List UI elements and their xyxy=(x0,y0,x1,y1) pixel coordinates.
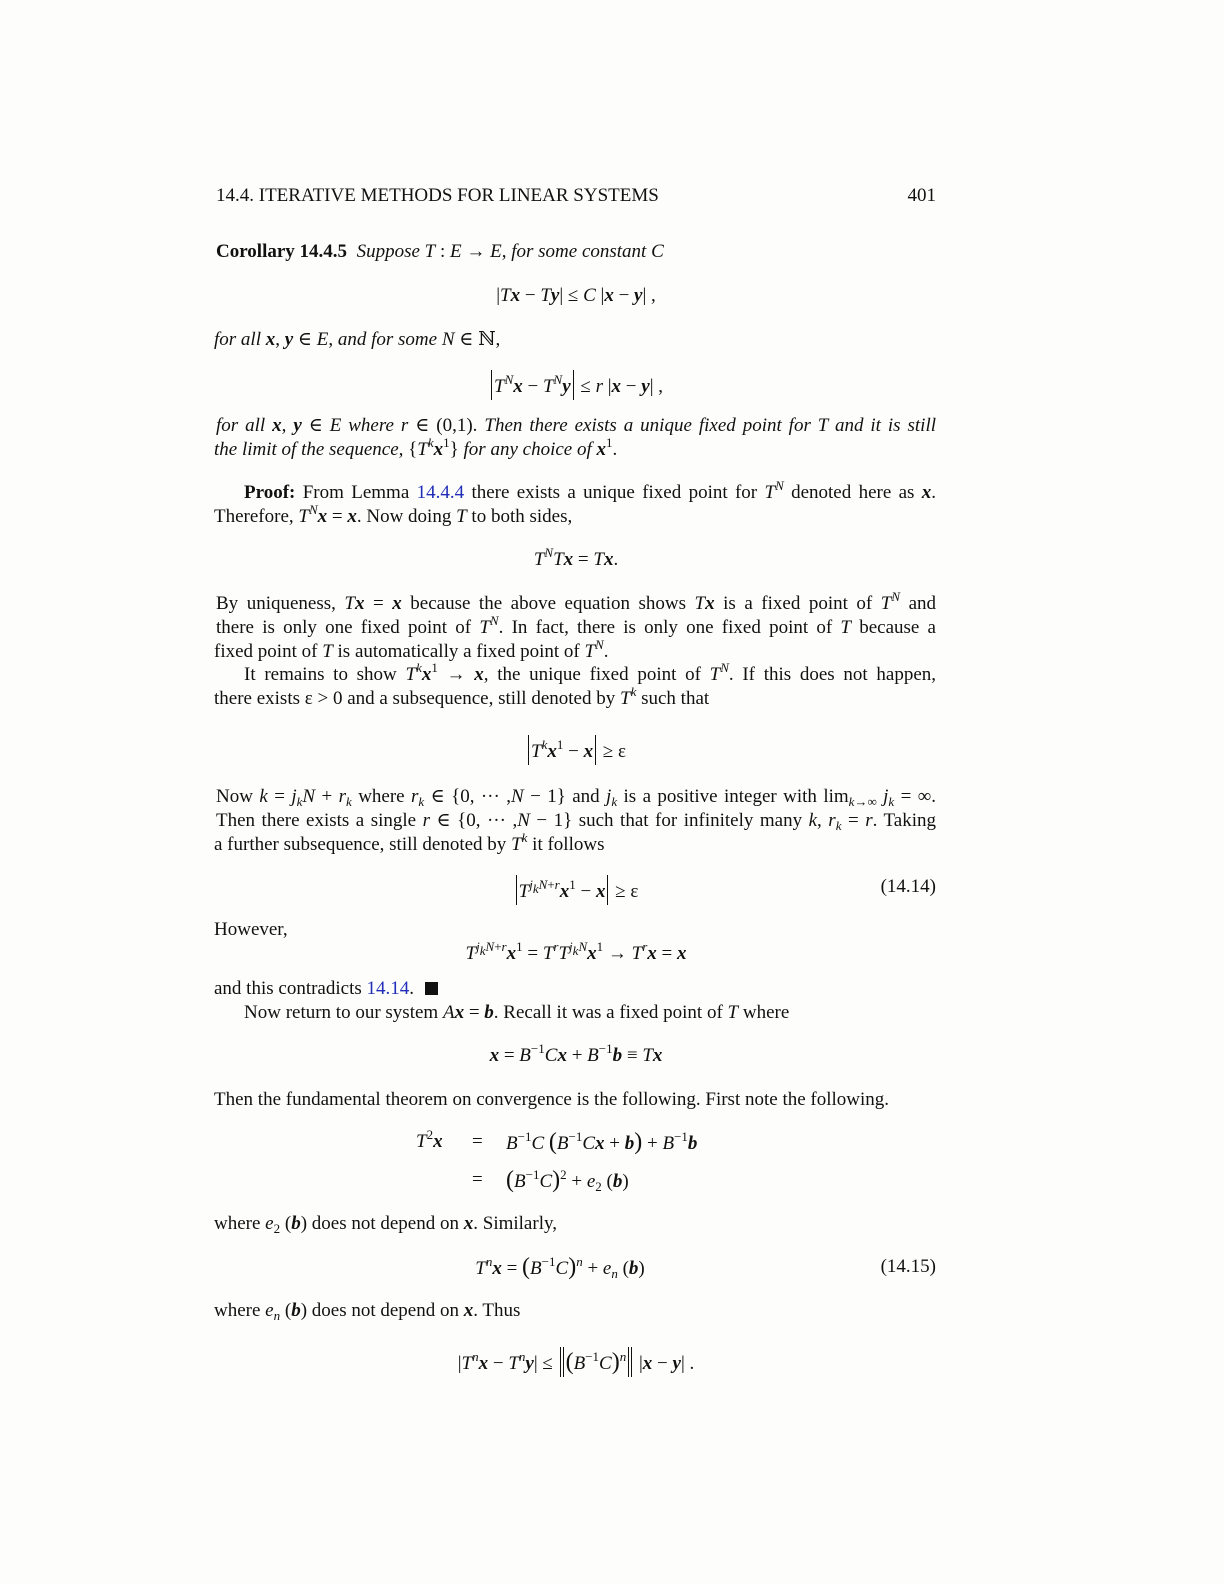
equation-t2-line-1: $T^2x$ xyxy=(416,1127,443,1152)
proof-line-4: there is only one fixed point of $T^N$. In fact, there is only one fixed point of T because a xyxy=(216,613,936,638)
running-title: 14.4. ITERATIVE METHODS FOR LINEAR SYSTEMS xyxy=(216,185,659,206)
paragraph-e2: where $e_2$ (b) does not depend on x. Similarly, xyxy=(214,1213,557,1236)
equation-norm-bound: $|T^nx - T^ny| \le (B^{-1}C)^n$ |x − y| . xyxy=(457,1349,695,1375)
corollary-line-4: the limit of the sequence, $\{T^kx^1\}$ for any choice of $x^1$. xyxy=(214,435,618,460)
paragraph-fundamental: Then the fundamental theorem on convergence is the following. First note the following. xyxy=(214,1089,890,1110)
equation-contraction: $T^Nx - T^Ny \le r$ |x − y| , xyxy=(216,370,936,400)
proof-conclusion: and this contradicts 14.14. xyxy=(214,977,438,1001)
equation-limit: $T^{j_kN+r}x^1 = T^rT^{j_kN}x^1 \to T^rx = x$ xyxy=(465,939,687,964)
corollary-line-3: for all x, y ∈ E where r ∈ (0,1). Then there exists a unique fixed point for T and it is still xyxy=(216,415,937,436)
proof-label: Proof: xyxy=(244,482,296,503)
corollary-line-2: for all x, y ∈ E, and for some N ∈ ℕ, xyxy=(214,329,501,350)
proof-line-8: Now $k = j_kN + r_k$ where $r_k$ ∈ {0, ··· ,N − 1} and $j_k$ is a positive integer with $\lim_{k\to\infty} j_k$ = ∞. xyxy=(216,786,937,809)
proof-line-6: It remains to show $T^kx^1 \to x$, the unique fixed point of $T^N$. If this does not happen, xyxy=(244,660,936,685)
equation-14-14: $T^{j_kN+r}x^1 - x \ge \varepsilon$ xyxy=(216,875,936,905)
page-number: 401 xyxy=(907,185,936,206)
equation-tn-tx: $T^NTx = Tx$. xyxy=(533,545,619,570)
proof-line-2: Therefore, $T^Nx = x$. Now doing T to both sides, xyxy=(214,502,573,527)
proof-line-10: a further subsequence, still denoted by $T^k$ it follows xyxy=(214,830,605,855)
paragraph-en: where $e_n$ (b) does not depend on x. Thus xyxy=(214,1300,521,1323)
equation-epsilon: $T^kx^1 - x \ge \varepsilon$ xyxy=(216,735,936,765)
equation-t2-rhs-1: $B^{-1}C$ $(B^{-1}Cx + b) + B^{-1}b$ xyxy=(506,1129,698,1155)
equation-t2-eq-1: = xyxy=(472,1131,483,1152)
paragraph-system: Now return to our system Ax = b. Recall it was a fixed point of T where xyxy=(244,1002,790,1023)
corollary-heading: Corollary 14.4.5 Suppose T : E → E, for some constant C xyxy=(216,241,664,262)
equation-14-15: $T^nx = (B^{-1}C)^n + e_n$ (b) xyxy=(475,1254,645,1281)
proof-line-5: fixed point of T is automatically a fixed point of $T^N$. xyxy=(214,637,609,662)
equation-number-14-15: (14.15) xyxy=(880,1256,936,1277)
equation-reference-link[interactable]: 14.14 xyxy=(366,978,410,999)
equation-t2-rhs-2: $(B^{-1}C)^2 + e_2$ (b) xyxy=(506,1167,629,1194)
proof-line-1: Proof: From Lemma 14.4.4 there exists a unique fixed point for $T^N$ denoted here as x. xyxy=(244,478,937,503)
lemma-reference-link[interactable]: 14.4.4 xyxy=(416,482,465,503)
proof-line-7: there exists ε > 0 and a subsequence, still denoted by $T^k$ such that xyxy=(214,684,710,709)
proof-however: However, xyxy=(214,919,288,940)
running-header xyxy=(216,184,936,208)
equation-number-14-14: (14.14) xyxy=(880,876,936,897)
qed-symbol xyxy=(425,982,438,995)
equation-fixed-point-map: $x = B^{-1}Cx + B^{-1}b \equiv Tx$ xyxy=(489,1041,663,1066)
proof-line-3: By uniqueness, Tx = x because the above equation shows Tx is a fixed point of $T^N$ and xyxy=(216,589,937,614)
equation-lipschitz: |Tx − Ty| ≤ C |x − y| , xyxy=(496,285,656,306)
equation-t2-eq-2: = xyxy=(472,1169,483,1190)
corollary-label: Corollary 14.4.5 xyxy=(216,241,348,262)
proof-line-9: Then there exists a single r ∈ {0, ··· ,N − 1} such that for infinitely many k, $r_k = r$. Taking xyxy=(216,810,936,833)
